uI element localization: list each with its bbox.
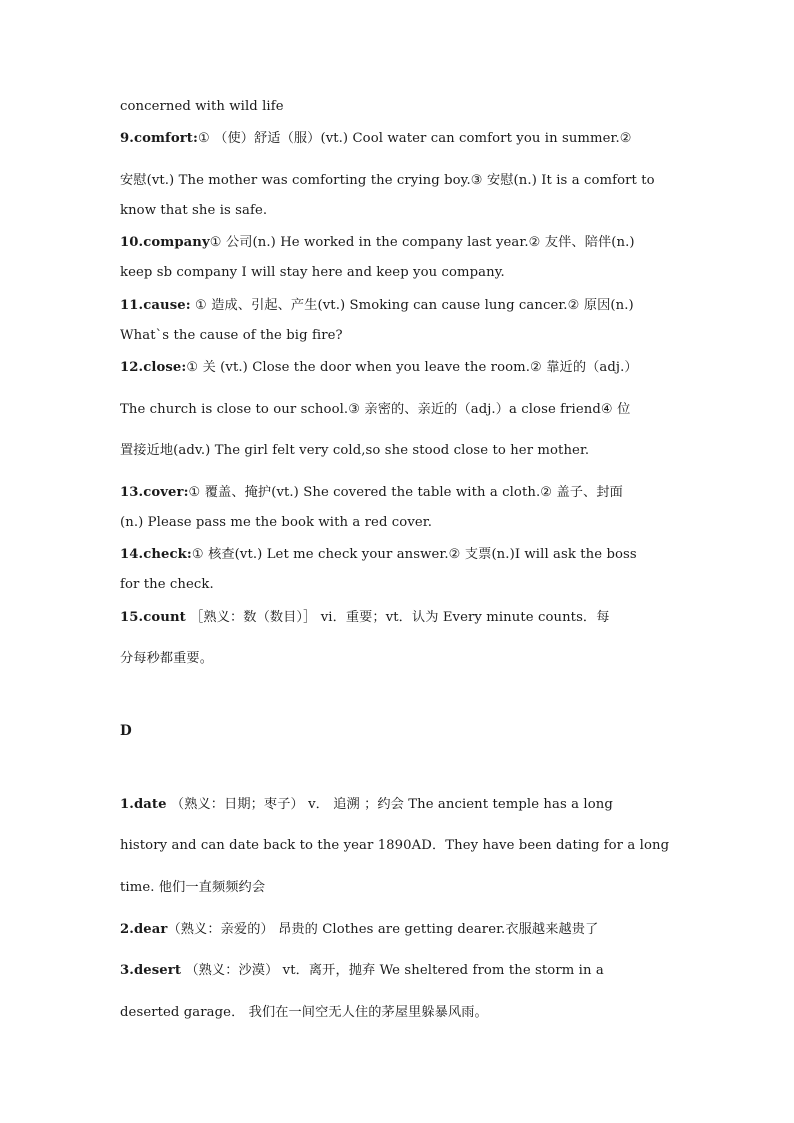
entry-desert: 3.desert （熟义：沙漠） vt．离开，抛弃 We sheltered from the storm in a xyxy=(120,963,604,978)
text-line: What`s the cause of the big fire? xyxy=(120,328,343,343)
headword: 15.count xyxy=(120,610,186,625)
entry-count: 15.count ［熟义：数（数目）］ vi．重要；vt．认为 Every minute counts．每 xyxy=(120,610,610,625)
text-line: history and can date back to the year 1890AD．They have been dating for a long xyxy=(120,838,670,853)
text-line: (n.) Please pass me the book with a red cover. xyxy=(120,515,433,530)
section-heading: D xyxy=(120,723,132,739)
text-line: concerned with wild life xyxy=(120,99,284,114)
text-line: deserted garage． 我们在一间空无人住的茅屋里躲暴风雨。 xyxy=(120,1005,488,1020)
text-line: The church is close to our school.③ 亲密的、亲近的（adj.）a close friend④ 位 xyxy=(120,402,631,417)
headword: 3.desert xyxy=(120,963,182,978)
entry-check: 14.check:① 核查(vt.) Let me check your answer.② 支票(n.)I will ask the boss xyxy=(120,547,637,562)
entry-dear: 2.dear（熟义：亲爱的） 昂贵的 Clothes are getting dearer.衣服越来越贵了 xyxy=(120,922,599,937)
headword: 13.cover: xyxy=(120,485,189,500)
text-line: keep sb company I will stay here and keep you company. xyxy=(120,265,505,280)
headword: 9.comfort: xyxy=(120,131,198,146)
entry-comfort: 9.comfort:① （使）舒适（服）(vt.) Cool water can comfort you in summer.② xyxy=(120,131,632,146)
text-line: time. 他们一直频频约会 xyxy=(120,880,266,895)
headword: 10.company xyxy=(120,235,210,250)
entry-cause: 11.cause: ① 造成、引起、产生(vt.) Smoking can cause lung cancer.② 原因(n.) xyxy=(120,298,634,313)
headword: 1.date xyxy=(120,797,167,812)
text-line: for the check. xyxy=(120,577,214,592)
headword: 12.close: xyxy=(120,360,187,375)
entry-company: 10.company① 公司(n.) He worked in the company last year.② 友伴、陪伴(n.) xyxy=(120,235,635,250)
headword: 14.check: xyxy=(120,547,192,562)
text-line: 分每秒都重要。 xyxy=(120,651,214,666)
text-line: know that she is safe. xyxy=(120,203,268,218)
entry-cover: 13.cover:① 覆盖、掩护(vt.) She covered the table with a cloth.② 盖子、封面 xyxy=(120,485,623,500)
entry-date: 1.date （熟义：日期；枣子） v． 追溯 ；约会 The ancient temple has a long xyxy=(120,797,613,812)
entry-close: 12.close:① 关 (vt.) Close the door when you leave the room.② 靠近的（adj.） xyxy=(120,360,638,375)
text-line: 安慰(vt.) The mother was comforting the crying boy.③ 安慰(n.) It is a comfort to xyxy=(120,173,655,188)
headword: 2.dear xyxy=(120,922,168,937)
text-line: 置接近地(adv.) The girl felt very cold,so she stood close to her mother. xyxy=(120,443,590,458)
headword: 11.cause: xyxy=(120,298,191,313)
